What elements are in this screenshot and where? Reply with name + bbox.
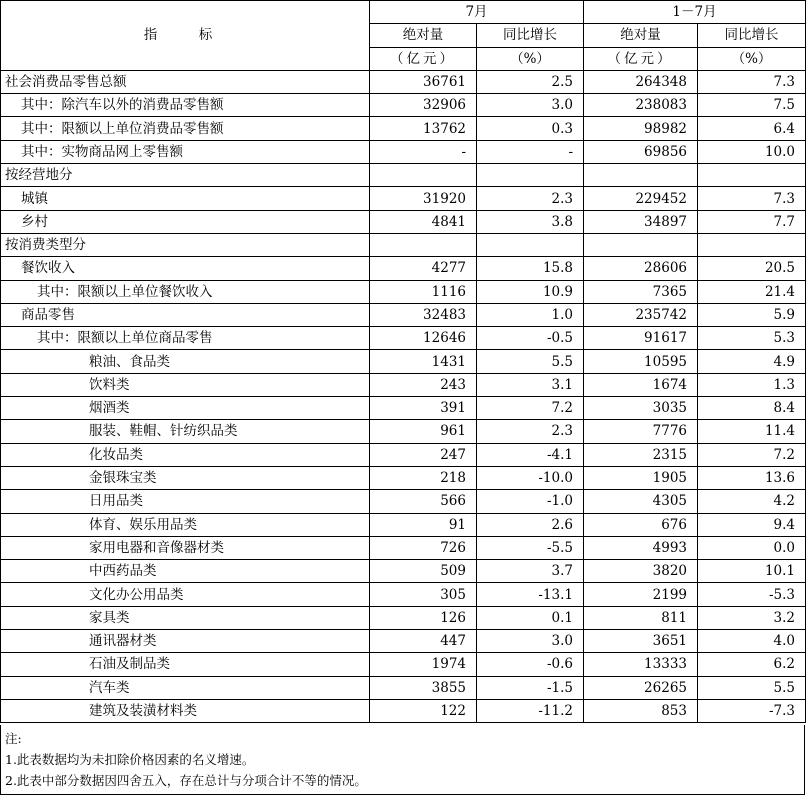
month-growth-value: 2.5 [477, 70, 584, 93]
month-growth-unit: （%） [477, 47, 584, 70]
month-abs-value: 31920 [370, 187, 477, 210]
month-abs-value: 32483 [370, 303, 477, 326]
table-row [1, 536, 806, 559]
table-row [1, 350, 806, 373]
month-abs-value: 447 [370, 630, 477, 653]
ytd-growth-value [698, 164, 806, 187]
ytd-abs-value: 28606 [584, 257, 698, 280]
row-label: 社会消费品零售总额 [1, 70, 370, 93]
month-growth-value: - [477, 140, 584, 163]
ytd-abs-value: 91617 [584, 327, 698, 350]
month-growth-value: -1.5 [477, 676, 584, 699]
table-row [1, 210, 806, 233]
row-label: 商品零售 [1, 303, 370, 326]
month-abs-value: 726 [370, 536, 477, 559]
table-row [1, 373, 806, 396]
table-row [1, 560, 806, 583]
month-growth-value: 1.0 [477, 303, 584, 326]
ytd-growth-value: 20.5 [698, 257, 806, 280]
ytd-growth-value: 7.7 [698, 210, 806, 233]
ytd-growth-value: 1.3 [698, 373, 806, 396]
ytd-abs-value: 7776 [584, 420, 698, 443]
row-label: 其中：实物商品网上零售额 [1, 140, 370, 163]
ytd-growth-value: 8.4 [698, 397, 806, 420]
ytd-growth-value: 21.4 [698, 280, 806, 303]
ytd-abs-value: 2199 [584, 583, 698, 606]
table-row [1, 443, 806, 466]
ytd-growth-header: 同比增长 [698, 24, 806, 47]
table-row [1, 397, 806, 420]
ytd-growth-value: 10.1 [698, 560, 806, 583]
month-abs-value: 1974 [370, 653, 477, 676]
row-label: 服装、鞋帽、针纺织品类 [1, 420, 370, 443]
month-growth-value: -0.5 [477, 327, 584, 350]
table-row [1, 280, 806, 303]
ytd-growth-value: 10.0 [698, 140, 806, 163]
ytd-abs-value: 3651 [584, 630, 698, 653]
row-label: 乡村 [1, 210, 370, 233]
month-growth-value [477, 164, 584, 187]
month-growth-value: 7.2 [477, 397, 584, 420]
table-row [1, 583, 806, 606]
ytd-abs-value [584, 233, 698, 256]
table-notes [0, 725, 805, 795]
ytd-abs-value: 853 [584, 699, 698, 722]
ytd-abs-value: 2315 [584, 443, 698, 466]
ytd-growth-value: 6.2 [698, 653, 806, 676]
month-abs-value [370, 164, 477, 187]
row-label: 体育、娱乐用品类 [1, 513, 370, 536]
month-growth-value: -0.6 [477, 653, 584, 676]
month-abs-value: 36761 [370, 70, 477, 93]
month-abs-value: 13762 [370, 117, 477, 140]
row-label: 金银珠宝类 [1, 466, 370, 489]
ytd-abs-value [584, 164, 698, 187]
ytd-abs-value: 26265 [584, 676, 698, 699]
month-growth-value: 15.8 [477, 257, 584, 280]
row-label: 家具类 [1, 606, 370, 629]
ytd-abs-value: 1905 [584, 466, 698, 489]
month-growth-value: 5.5 [477, 350, 584, 373]
row-label: 中西药品类 [1, 560, 370, 583]
ytd-abs-value: 235742 [584, 303, 698, 326]
month-growth-value: 0.3 [477, 117, 584, 140]
month-growth-value: 10.9 [477, 280, 584, 303]
table-row [1, 117, 806, 140]
ytd-growth-value: 11.4 [698, 420, 806, 443]
month-abs-value: 961 [370, 420, 477, 443]
ytd-abs-value: 98982 [584, 117, 698, 140]
row-label: 日用品类 [1, 490, 370, 513]
ytd-abs-value: 69856 [584, 140, 698, 163]
table-row [1, 140, 806, 163]
ytd-growth-value: 5.9 [698, 303, 806, 326]
ytd-growth-value: 13.6 [698, 466, 806, 489]
ytd-growth-value: 6.4 [698, 117, 806, 140]
ytd-period-header: 1－7月 [584, 1, 806, 24]
ytd-abs-value: 4993 [584, 536, 698, 559]
month-abs-value: 3855 [370, 676, 477, 699]
month-growth-value: -4.1 [477, 443, 584, 466]
ytd-growth-value: -5.3 [698, 583, 806, 606]
table-row [1, 606, 806, 629]
ytd-abs-value: 264348 [584, 70, 698, 93]
table-row [1, 70, 806, 93]
note-1: 1.此表数据均为未扣除价格因素的名义增速。 [5, 752, 255, 767]
ytd-growth-value: 0.0 [698, 536, 806, 559]
ytd-abs-value: 229452 [584, 187, 698, 210]
ytd-abs-value: 1674 [584, 373, 698, 396]
month-abs-value: 4841 [370, 210, 477, 233]
month-growth-value: -13.1 [477, 583, 584, 606]
ytd-growth-value: 7.2 [698, 443, 806, 466]
ytd-growth-value [698, 233, 806, 256]
row-label: 按消费类型分 [1, 233, 370, 256]
row-label: 粮油、食品类 [1, 350, 370, 373]
ytd-abs-value: 3035 [584, 397, 698, 420]
ytd-growth-value: 7.3 [698, 70, 806, 93]
month-abs-value: 32906 [370, 94, 477, 117]
month-abs-value: 566 [370, 490, 477, 513]
month-abs-value: 247 [370, 443, 477, 466]
month-abs-value: 12646 [370, 327, 477, 350]
ytd-growth-unit: （%） [698, 47, 806, 70]
month-growth-value: 2.6 [477, 513, 584, 536]
table-row [1, 676, 806, 699]
ytd-growth-value: 4.9 [698, 350, 806, 373]
ytd-growth-value: 3.2 [698, 606, 806, 629]
month-growth-value: 2.3 [477, 420, 584, 443]
table-row [1, 513, 806, 536]
notes-title: 注: [5, 731, 22, 746]
row-label: 餐饮收入 [1, 257, 370, 280]
ytd-abs-value: 34897 [584, 210, 698, 233]
row-label: 通讯器材类 [1, 630, 370, 653]
month-abs-value: 218 [370, 466, 477, 489]
table-row [1, 420, 806, 443]
month-abs-value: - [370, 140, 477, 163]
month-abs-value: 126 [370, 606, 477, 629]
row-label: 城镇 [1, 187, 370, 210]
month-growth-value [477, 233, 584, 256]
row-label: 文化办公用品类 [1, 583, 370, 606]
ytd-abs-value: 676 [584, 513, 698, 536]
ytd-abs-value: 811 [584, 606, 698, 629]
month-growth-value: 2.3 [477, 187, 584, 210]
row-label: 其中：限额以上单位消费品零售额 [1, 117, 370, 140]
row-label: 石油及制品类 [1, 653, 370, 676]
row-label: 家用电器和音像器材类 [1, 536, 370, 559]
ytd-abs-value: 7365 [584, 280, 698, 303]
row-label: 建筑及装潢材料类 [1, 699, 370, 722]
month-abs-value: 243 [370, 373, 477, 396]
table-row [1, 466, 806, 489]
table-header [1, 1, 806, 71]
month-growth-value: -10.0 [477, 466, 584, 489]
table-row [1, 94, 806, 117]
ytd-growth-value: 4.0 [698, 630, 806, 653]
month-abs-header: 绝对量 [370, 24, 477, 47]
note-2: 2.此表中部分数据因四舍五入，存在总计与分项合计不等的情况。 [5, 773, 367, 788]
month-abs-value: 391 [370, 397, 477, 420]
ytd-growth-value: 9.4 [698, 513, 806, 536]
month-growth-header: 同比增长 [477, 24, 584, 47]
table-row [1, 630, 806, 653]
month-abs-value: 509 [370, 560, 477, 583]
month-growth-value: -11.2 [477, 699, 584, 722]
month-abs-value: 91 [370, 513, 477, 536]
row-label: 化妆品类 [1, 443, 370, 466]
month-abs-value: 4277 [370, 257, 477, 280]
ytd-abs-unit: （亿元） [584, 47, 698, 70]
month-abs-value: 305 [370, 583, 477, 606]
table-row [1, 653, 806, 676]
ytd-growth-value: 4.2 [698, 490, 806, 513]
month-abs-value: 122 [370, 699, 477, 722]
month-growth-value: 3.0 [477, 94, 584, 117]
indicator-header: 指 标 [1, 1, 370, 71]
ytd-abs-value: 238083 [584, 94, 698, 117]
table-row [1, 233, 806, 256]
row-label: 其中：限额以上单位餐饮收入 [1, 280, 370, 303]
table-row [1, 490, 806, 513]
table-body [1, 70, 806, 722]
ytd-growth-value: 5.3 [698, 327, 806, 350]
month-abs-value: 1431 [370, 350, 477, 373]
ytd-growth-value: -7.3 [698, 699, 806, 722]
table-row [1, 257, 806, 280]
ytd-abs-header: 绝对量 [584, 24, 698, 47]
row-label: 按经营地分 [1, 164, 370, 187]
table-row [1, 699, 806, 722]
ytd-growth-value: 7.5 [698, 94, 806, 117]
month-period-header: 7月 [370, 1, 584, 24]
month-growth-value: 0.1 [477, 606, 584, 629]
ytd-abs-value: 10595 [584, 350, 698, 373]
ytd-abs-value: 3820 [584, 560, 698, 583]
table-row [1, 303, 806, 326]
month-growth-value: 3.0 [477, 630, 584, 653]
month-growth-value: 3.7 [477, 560, 584, 583]
month-abs-unit: （亿元） [370, 47, 477, 70]
row-label: 其中：限额以上单位商品零售 [1, 327, 370, 350]
table-row [1, 327, 806, 350]
month-abs-value [370, 233, 477, 256]
ytd-abs-value: 13333 [584, 653, 698, 676]
ytd-abs-value: 4305 [584, 490, 698, 513]
row-label: 烟酒类 [1, 397, 370, 420]
ytd-growth-value: 7.3 [698, 187, 806, 210]
row-label: 饮料类 [1, 373, 370, 396]
table-row [1, 164, 806, 187]
month-abs-value: 1116 [370, 280, 477, 303]
table-row [1, 187, 806, 210]
row-label: 汽车类 [1, 676, 370, 699]
row-label: 其中：除汽车以外的消费品零售额 [1, 94, 370, 117]
month-growth-value: -1.0 [477, 490, 584, 513]
month-growth-value: 3.1 [477, 373, 584, 396]
month-growth-value: 3.8 [477, 210, 584, 233]
month-growth-value: -5.5 [477, 536, 584, 559]
ytd-growth-value: 5.5 [698, 676, 806, 699]
